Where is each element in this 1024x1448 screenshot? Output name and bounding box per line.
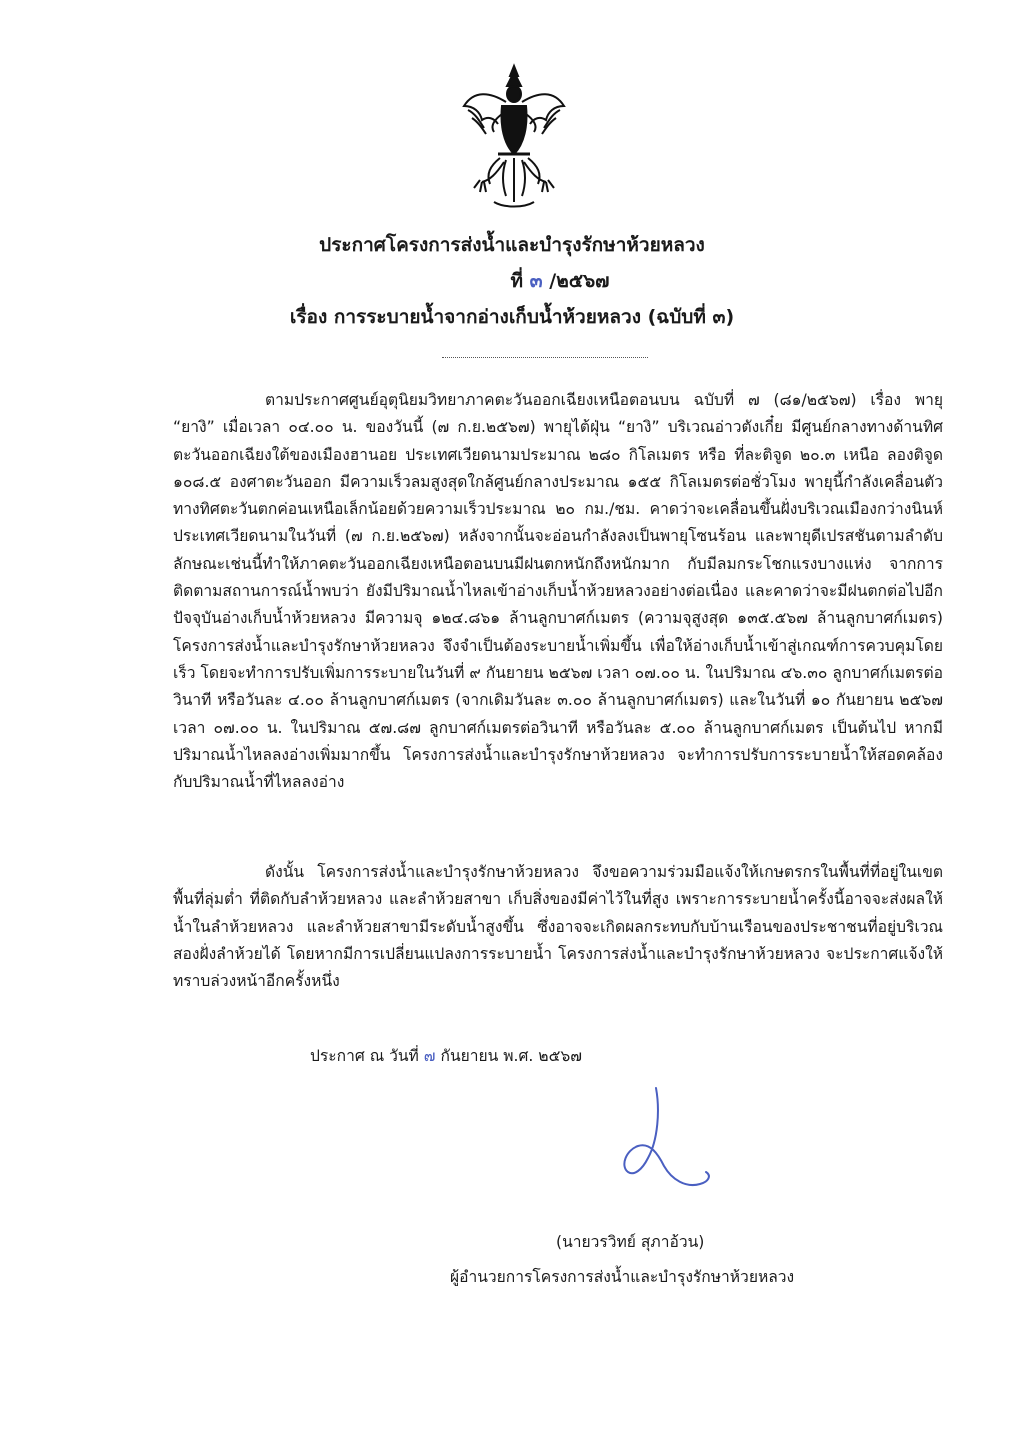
number-suffix: /๒๕๖๗ <box>549 270 610 292</box>
announcement-date <box>310 1043 582 1069</box>
signature <box>588 1080 748 1200</box>
body-paragraph-1: ตามประกาศศูนย์อุตุนิยมวิทยาภาคตะวันออกเฉียงเหนือตอนบน ฉบับที่ ๗ (๘๑/๒๕๖๗) เรื่อง พายุ “ยางิ” เมื่อเวลา ๐๔.๐๐ น. ของวันนี้ (๗ ก.ย.๒๕๖๗) พายุไต้ฝุ่น “ยางิ” บริเวณอ่าวตังเกี๋ย มีศูนย์กลางทางด้านทิศตะวันออกเฉียงใต้ของเมืองฮานอย ประเทศเวียดนามประมาณ ๒๘๐ กิโลเมตร หรือ ที่ละติจูด ๒๐.๓ เหนือ ลองติจูด ๑๐๘.๕ องศาตะวันออก มีความเร็วลมสูงสุดใกล้ศูนย์กลางประมาณ ๑๕๕ กิโลเมตรต่อชั่วโมง พายุนี้กำลังเคลื่อนตัวทางทิศตะวันตกค่อนเหนือเล็กน้อยด้วยความเร็วประมาณ ๒๐ กม./ชม. คาดว่าจะเคลื่อนขึ้นฝั่งบริเวณเมืองกว่างนินห์ ประเทศเวียดนามในวันที่ (๗ ก.ย.๒๕๖๗) หลังจากนั้นจะอ่อนกำลังลงเป็นพายุโซนร้อน และพายุดีเปรสชันตามลำดับ ลักษณะเช่นนี้ทำให้ภาคตะวันออกเฉียงเหนือตอนบนมีฝนตกหนักถึงหนักมาก กับมีลมกระโชกแรงบางแห่ง จากการติดตามสถานการณ์น้ำพบว่า ยังมีปริมาณน้ำไหลเข้าอ่างเก็บน้ำห้วยหลวงอย่างต่อเนื่อง และคาดว่าจะมีฝนตกต่อไปอีก ปัจจุบันอ่างเก็บน้ำห้วยหลวง มีความจุ ๑๒๔.๘๖๑ ล้านลูกบาศก์เมตร (ความจุสูงสุด ๑๓๕.๕๖๗ ล้านลูกบาศก์เมตร) โครงการส่งน้ำและบำรุงรักษาห้วยหลวง จึงจำเป็นต้องระบายน้ำเพิ่มขึ้น เพื่อให้อ่างเก็บน้ำเข้าสู่เกณฑ์การควบคุมโดยเร็ว โดยจะทำการปรับเพิ่มการระบายในวันที่ ๙ กันยายน ๒๕๖๗ เวลา ๐๗.๐๐ น. ในปริมาณ ๔๖.๓๐ ลูกบาศก์เมตรต่อวินาที หรือวันละ ๔.๐๐ ล้านลูกบาศก์เมตร (จากเดิมวันละ ๓.๐๐ ล้านลูกบาศก์เมตร) และในวันที่ ๑๐ กันยายน ๒๕๖๗ เวลา ๐๗.๐๐ น. ในปริมาณ ๕๗.๘๗ ลูกบาศก์เมตรต่อวินาที หรือวันละ ๕.๐๐ ล้านลูกบาศก์เมตร เป็นต้นไป หากมีปริมาณน้ำไหลลงอ่างเพิ่มมากขึ้น โครงการส่งน้ำและบำรุงรักษาห้วยหลวง จะทำการปรับการระบายน้ำให้สอดคล้องกับปริมาณน้ำที่ไหลลงอ่าง <box>173 391 943 792</box>
document-title: ประกาศโครงการส่งน้ำและบำรุงรักษาห้วยหลวง <box>319 234 705 256</box>
announcement-day: ๗ <box>423 1047 436 1065</box>
signer-name: (นายวรวิทย์ สุภาอ้วน) <box>556 1233 705 1251</box>
announcement-month-year: กันยายน พ.ศ. ๒๕๖๗ <box>440 1047 583 1065</box>
signer-title: ผู้อำนวยการโครงการส่งน้ำและบำรุงรักษาห้วยหลวง <box>450 1268 795 1286</box>
document-subject: เรื่อง การระบายน้ำจากอ่างเก็บน้ำห้วยหลวง (ฉบับที่ ๓) <box>289 306 735 328</box>
garuda-emblem-icon <box>460 62 568 212</box>
body-paragraph-2: ดังนั้น โครงการส่งน้ำและบำรุงรักษาห้วยหลวง จึงขอความร่วมมือแจ้งให้เกษตรกรในพื้นที่ที่อยู่ในเขตพื้นที่ลุ่มต่ำ ที่ติดกับลำห้วยหลวง และลำห้วยสาขา เก็บสิ่งของมีค่าไว้ในที่สูง เพราะการระบายน้ำครั้งนี้อาจจะส่งผลให้น้ำในลำห้วยหลวง และลำห้วยสาขามีระดับน้ำสูงขึ้น ซึ่งอาจจะเกิดผลกระทบกับบ้านเรือนของประชาชนที่อยู่บริเวณสองฝั่งลำห้วยได้ โดยหากมีการเปลี่ยนแปลงการระบายน้ำ โครงการส่งน้ำและบำรุงรักษาห้วยหลวง จะประกาศแจ้งให้ทราบล่วงหน้าอีกครั้งหนึ่ง <box>173 863 943 991</box>
number-prefix: ที่ <box>510 270 524 292</box>
document-number <box>0 268 1024 294</box>
announcement-prefix: ประกาศ ณ วันที่ <box>310 1047 419 1065</box>
number-value: ๓ <box>529 270 543 292</box>
header-divider <box>442 357 648 358</box>
